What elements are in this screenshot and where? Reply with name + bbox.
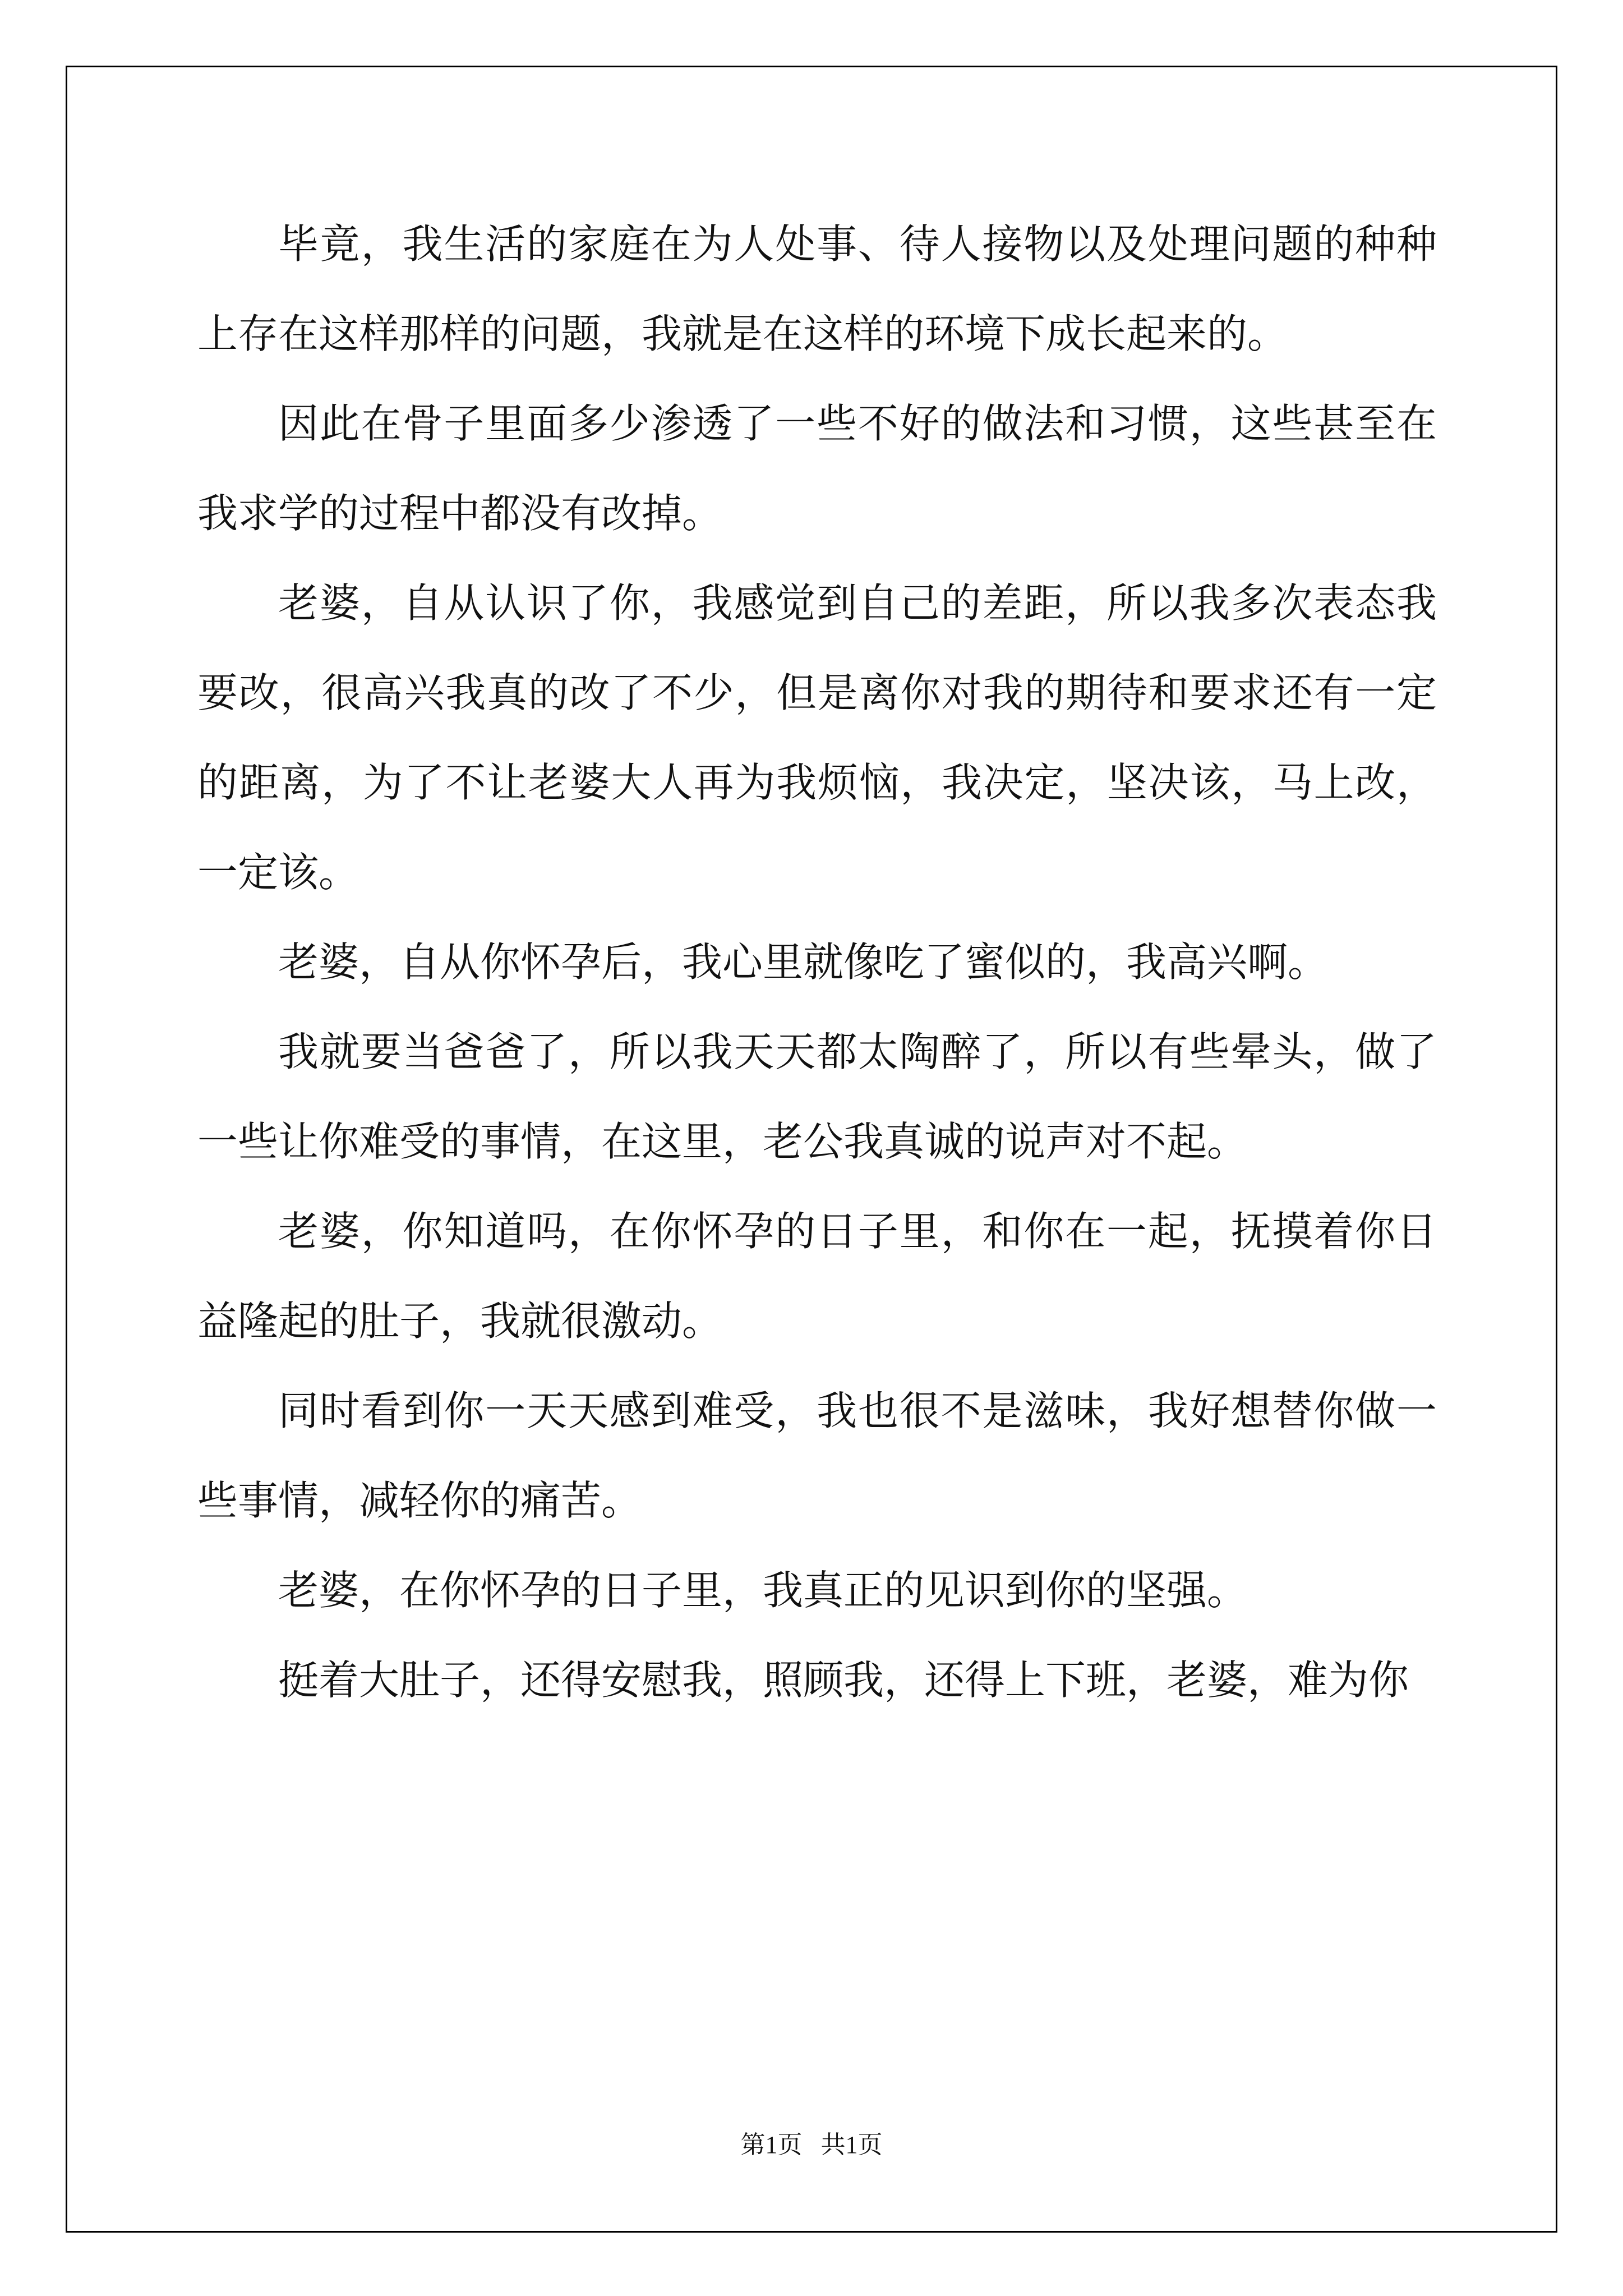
paragraph: 因此在骨子里面多少渗透了一些不好的做法和习惯，这些甚至在我求学的过程中都没有改掉。 bbox=[197, 400, 1437, 537]
paragraph: 我就要当爸爸了，所以我天天都太陶醉了，所以有些晕头，做了一些让你难受的事情，在这里，老公我真诚的说声对不起。 bbox=[197, 1028, 1437, 1165]
paragraph: 同时看到你一天天感到难受，我也很不是滋味，我好想替你做一些事情，减轻你的痛苦。 bbox=[197, 1387, 1437, 1524]
paragraph: 挺着大肚子，还得安慰我，照顾我，还得上下班，老婆，难为你 bbox=[278, 1657, 1409, 1704]
paragraph: 老婆，自从你怀孕后，我心里就像吃了蜜似的，我高兴啊。 bbox=[278, 938, 1329, 986]
page-total: 共1页 bbox=[820, 2131, 883, 2159]
paragraph: 老婆，在你怀孕的日子里，我真正的见识到你的坚强。 bbox=[278, 1567, 1248, 1614]
paragraph: 毕竟，我生活的家庭在为人处事、待人接物以及处理问题的种种上存在这样那样的问题，我就是在这样的环境下成长起来的。 bbox=[197, 220, 1437, 357]
paragraph: 老婆，你知道吗，在你怀孕的日子里，和你在一起，抚摸着你日益隆起的肚子，我就很激动。 bbox=[197, 1208, 1437, 1345]
page-footer bbox=[0, 2124, 1623, 2160]
footer-gap bbox=[803, 2131, 821, 2159]
document-body bbox=[197, 199, 1437, 1725]
page-number: 第1页 bbox=[740, 2131, 803, 2159]
paragraph: 老婆，自从认识了你，我感觉到自己的差距，所以我多次表态我要改，很高兴我真的改了不少，但是离你对我的期待和要求还有一定的距离，为了不让老婆大人再为我烦恼，我决定，坚决该，马上改，一定该。 bbox=[197, 579, 1437, 896]
